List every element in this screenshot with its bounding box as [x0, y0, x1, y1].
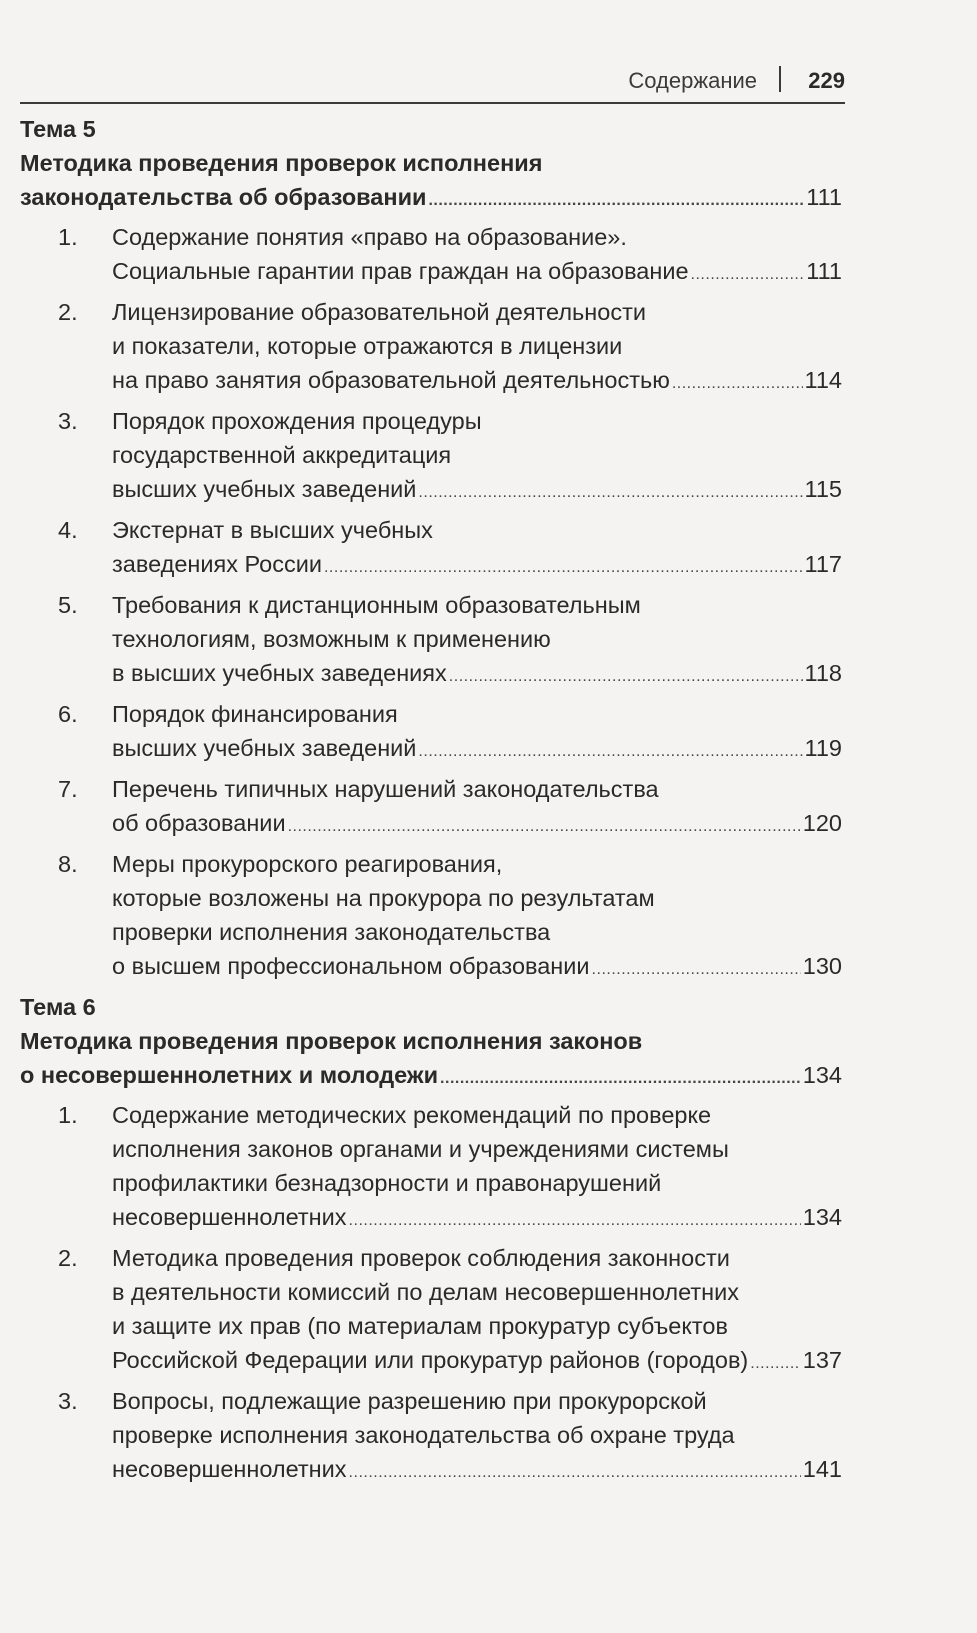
dot-leader: [418, 476, 802, 510]
toc-line: [112, 513, 842, 547]
toc-entry-number: 6.: [58, 701, 78, 727]
toc-entry-number: 5.: [58, 592, 78, 618]
toc-page-number: 134: [802, 1204, 842, 1230]
toc-line: [112, 731, 842, 765]
toc-line: [112, 1418, 842, 1452]
toc-page-number: 117: [804, 551, 842, 577]
toc-line-text: Требования к дистанционным образовательным: [112, 592, 641, 618]
toc-theme-heading: [20, 112, 842, 214]
toc-line-text: Содержание методических рекомендаций по проверке: [112, 1102, 712, 1128]
toc-line-text: заведениях России: [112, 551, 322, 577]
toc-line-text: Лицензирование образовательной деятельности: [112, 299, 646, 325]
toc-line: [112, 1384, 842, 1418]
dot-leader: [288, 810, 801, 844]
toc-line: [20, 180, 842, 214]
toc-entry: [20, 588, 842, 690]
toc-entry-number: 3.: [58, 408, 78, 434]
toc-line: [112, 697, 842, 731]
toc-line: [112, 1343, 842, 1377]
dot-leader: [440, 1062, 801, 1096]
toc-entry: [20, 1384, 842, 1486]
toc-line: [112, 1452, 842, 1486]
toc-line: [112, 404, 842, 438]
toc-line-text: которые возложены на прокурора по результатам: [112, 885, 655, 911]
toc-line: [20, 112, 842, 146]
toc-line: [112, 363, 842, 397]
toc-line-text: Порядок прохождения процедуры: [112, 408, 482, 434]
running-header: [20, 62, 845, 104]
toc-line: [112, 1132, 842, 1166]
toc-line: [112, 1275, 842, 1309]
toc-entry-number: 3.: [58, 1388, 78, 1414]
toc-line: [112, 547, 842, 581]
toc-entry: [20, 697, 842, 765]
toc-line-text: законодательства об образовании: [20, 184, 427, 210]
toc-entry: [20, 1098, 842, 1234]
toc-line-text: несовершеннолетних: [112, 1456, 347, 1482]
toc-line: [20, 990, 842, 1024]
toc-line: [20, 1058, 842, 1092]
toc-line: [112, 1200, 842, 1234]
toc-theme-heading: [20, 990, 842, 1092]
toc-line-text: Методика проведения проверок исполнения законов: [20, 1028, 643, 1054]
toc-line: [112, 220, 842, 254]
toc-page-number: 119: [804, 735, 842, 761]
toc-line-text: и показатели, которые отражаются в лицензии: [112, 333, 623, 359]
running-header-title: Содержание: [628, 68, 757, 93]
toc-line: [112, 881, 842, 915]
dot-leader: [324, 551, 803, 585]
toc-line: [112, 329, 842, 363]
toc-line: [112, 847, 842, 881]
toc-entry-number: 2.: [58, 1245, 78, 1271]
toc-entry-number: 7.: [58, 776, 78, 802]
toc-page-number: 130: [802, 953, 842, 979]
dot-leader: [349, 1456, 801, 1490]
toc-line: [112, 588, 842, 622]
toc-entry: [20, 220, 842, 288]
toc-line: [112, 1166, 842, 1200]
toc-entry: [20, 404, 842, 506]
toc-page-number: 120: [802, 810, 842, 836]
toc-line-text: высших учебных заведений: [112, 735, 417, 761]
toc-line-text: технологиям, возможным к применению: [112, 626, 551, 652]
toc-line-text: Методика проведения проверок исполнения: [20, 150, 543, 176]
toc-line: [112, 915, 842, 949]
toc-line-text: Тема 5: [20, 116, 96, 142]
toc-entry: [20, 772, 842, 840]
toc-entry: [20, 513, 842, 581]
toc-line-text: высших учебных заведений: [112, 476, 417, 502]
toc-line-text: проверке исполнения законодательства об охране труда: [112, 1422, 735, 1448]
dot-leader: [349, 1204, 801, 1238]
toc-line: [112, 656, 842, 690]
toc-line-text: и защите их прав (по материалам прокуратур субъектов: [112, 1313, 728, 1339]
toc-line-text: Методика проведения проверок соблюдения законности: [112, 1245, 730, 1271]
toc-page-number: 114: [804, 367, 842, 393]
toc-line-text: профилактики безнадзорности и правонарушений: [112, 1170, 662, 1196]
toc-line-text: Перечень типичных нарушений законодательства: [112, 776, 659, 802]
header-divider: [779, 66, 781, 92]
toc-line-text: государственной аккредитация: [112, 442, 452, 468]
dot-leader: [428, 184, 804, 218]
toc-line-text: проверки исполнения законодательства: [112, 919, 551, 945]
toc-line-text: Вопросы, подлежащие разрешению при прокурорской: [112, 1388, 707, 1414]
toc-page-number: 134: [802, 1062, 842, 1088]
toc-line-text: Тема 6: [20, 994, 96, 1020]
toc-line-text: несовершеннолетних: [112, 1204, 347, 1230]
dot-leader: [672, 367, 803, 401]
dot-leader: [449, 660, 803, 694]
toc-line: [112, 1098, 842, 1132]
toc-line: [20, 1024, 842, 1058]
toc-entry-number: 2.: [58, 299, 78, 325]
toc-line-text: Российской Федерации или прокуратур районов (городов): [112, 1347, 749, 1373]
toc-line-text: об образовании: [112, 810, 286, 836]
toc-line: [112, 295, 842, 329]
toc-entry-number: 8.: [58, 851, 78, 877]
toc-entry: [20, 295, 842, 397]
toc-line-text: Экстернат в высших учебных: [112, 517, 433, 543]
toc-entry: [20, 1241, 842, 1377]
table-of-contents: [20, 112, 842, 1493]
toc-page-number: 137: [802, 1347, 842, 1373]
toc-entry-number: 4.: [58, 517, 78, 543]
toc-page-number: 111: [806, 184, 842, 210]
toc-line-text: на право занятия образовательной деятельностью: [112, 367, 670, 393]
toc-line-text: о несовершеннолетних и молодежи: [20, 1062, 439, 1088]
toc-line: [112, 472, 842, 506]
toc-line-text: в деятельности комиссий по делам несовершеннолетних: [112, 1279, 739, 1305]
toc-line: [112, 622, 842, 656]
toc-line-text: Содержание понятия «право на образование».: [112, 224, 627, 250]
toc-line-text: Социальные гарантии прав граждан на образование: [112, 258, 689, 284]
toc-line: [112, 438, 842, 472]
toc-entry-number: 1.: [58, 224, 78, 250]
toc-line: [112, 254, 842, 288]
toc-entry: [20, 847, 842, 983]
toc-line: [20, 146, 842, 180]
toc-page-number: 115: [804, 476, 842, 502]
toc-line-text: Меры прокурорского реагирования,: [112, 851, 503, 877]
toc-line-text: Порядок финансирования: [112, 701, 398, 727]
toc-line: [112, 949, 842, 983]
dot-leader: [750, 1347, 801, 1381]
toc-page-number: 111: [806, 258, 842, 284]
toc-line: [112, 806, 842, 840]
dot-leader: [691, 258, 805, 292]
toc-line-text: в высших учебных заведениях: [112, 660, 447, 686]
dot-leader: [592, 953, 801, 987]
toc-page-number: 118: [804, 660, 842, 686]
toc-page-number: 141: [802, 1456, 842, 1482]
toc-line: [112, 1241, 842, 1275]
toc-line-text: исполнения законов органами и учреждениями системы: [112, 1136, 729, 1162]
dot-leader: [418, 735, 802, 769]
toc-line: [112, 1309, 842, 1343]
toc-entry-number: 1.: [58, 1102, 78, 1128]
page-number: 229: [808, 68, 845, 93]
toc-line-text: о высшем профессиональном образовании: [112, 953, 590, 979]
toc-line: [112, 772, 842, 806]
